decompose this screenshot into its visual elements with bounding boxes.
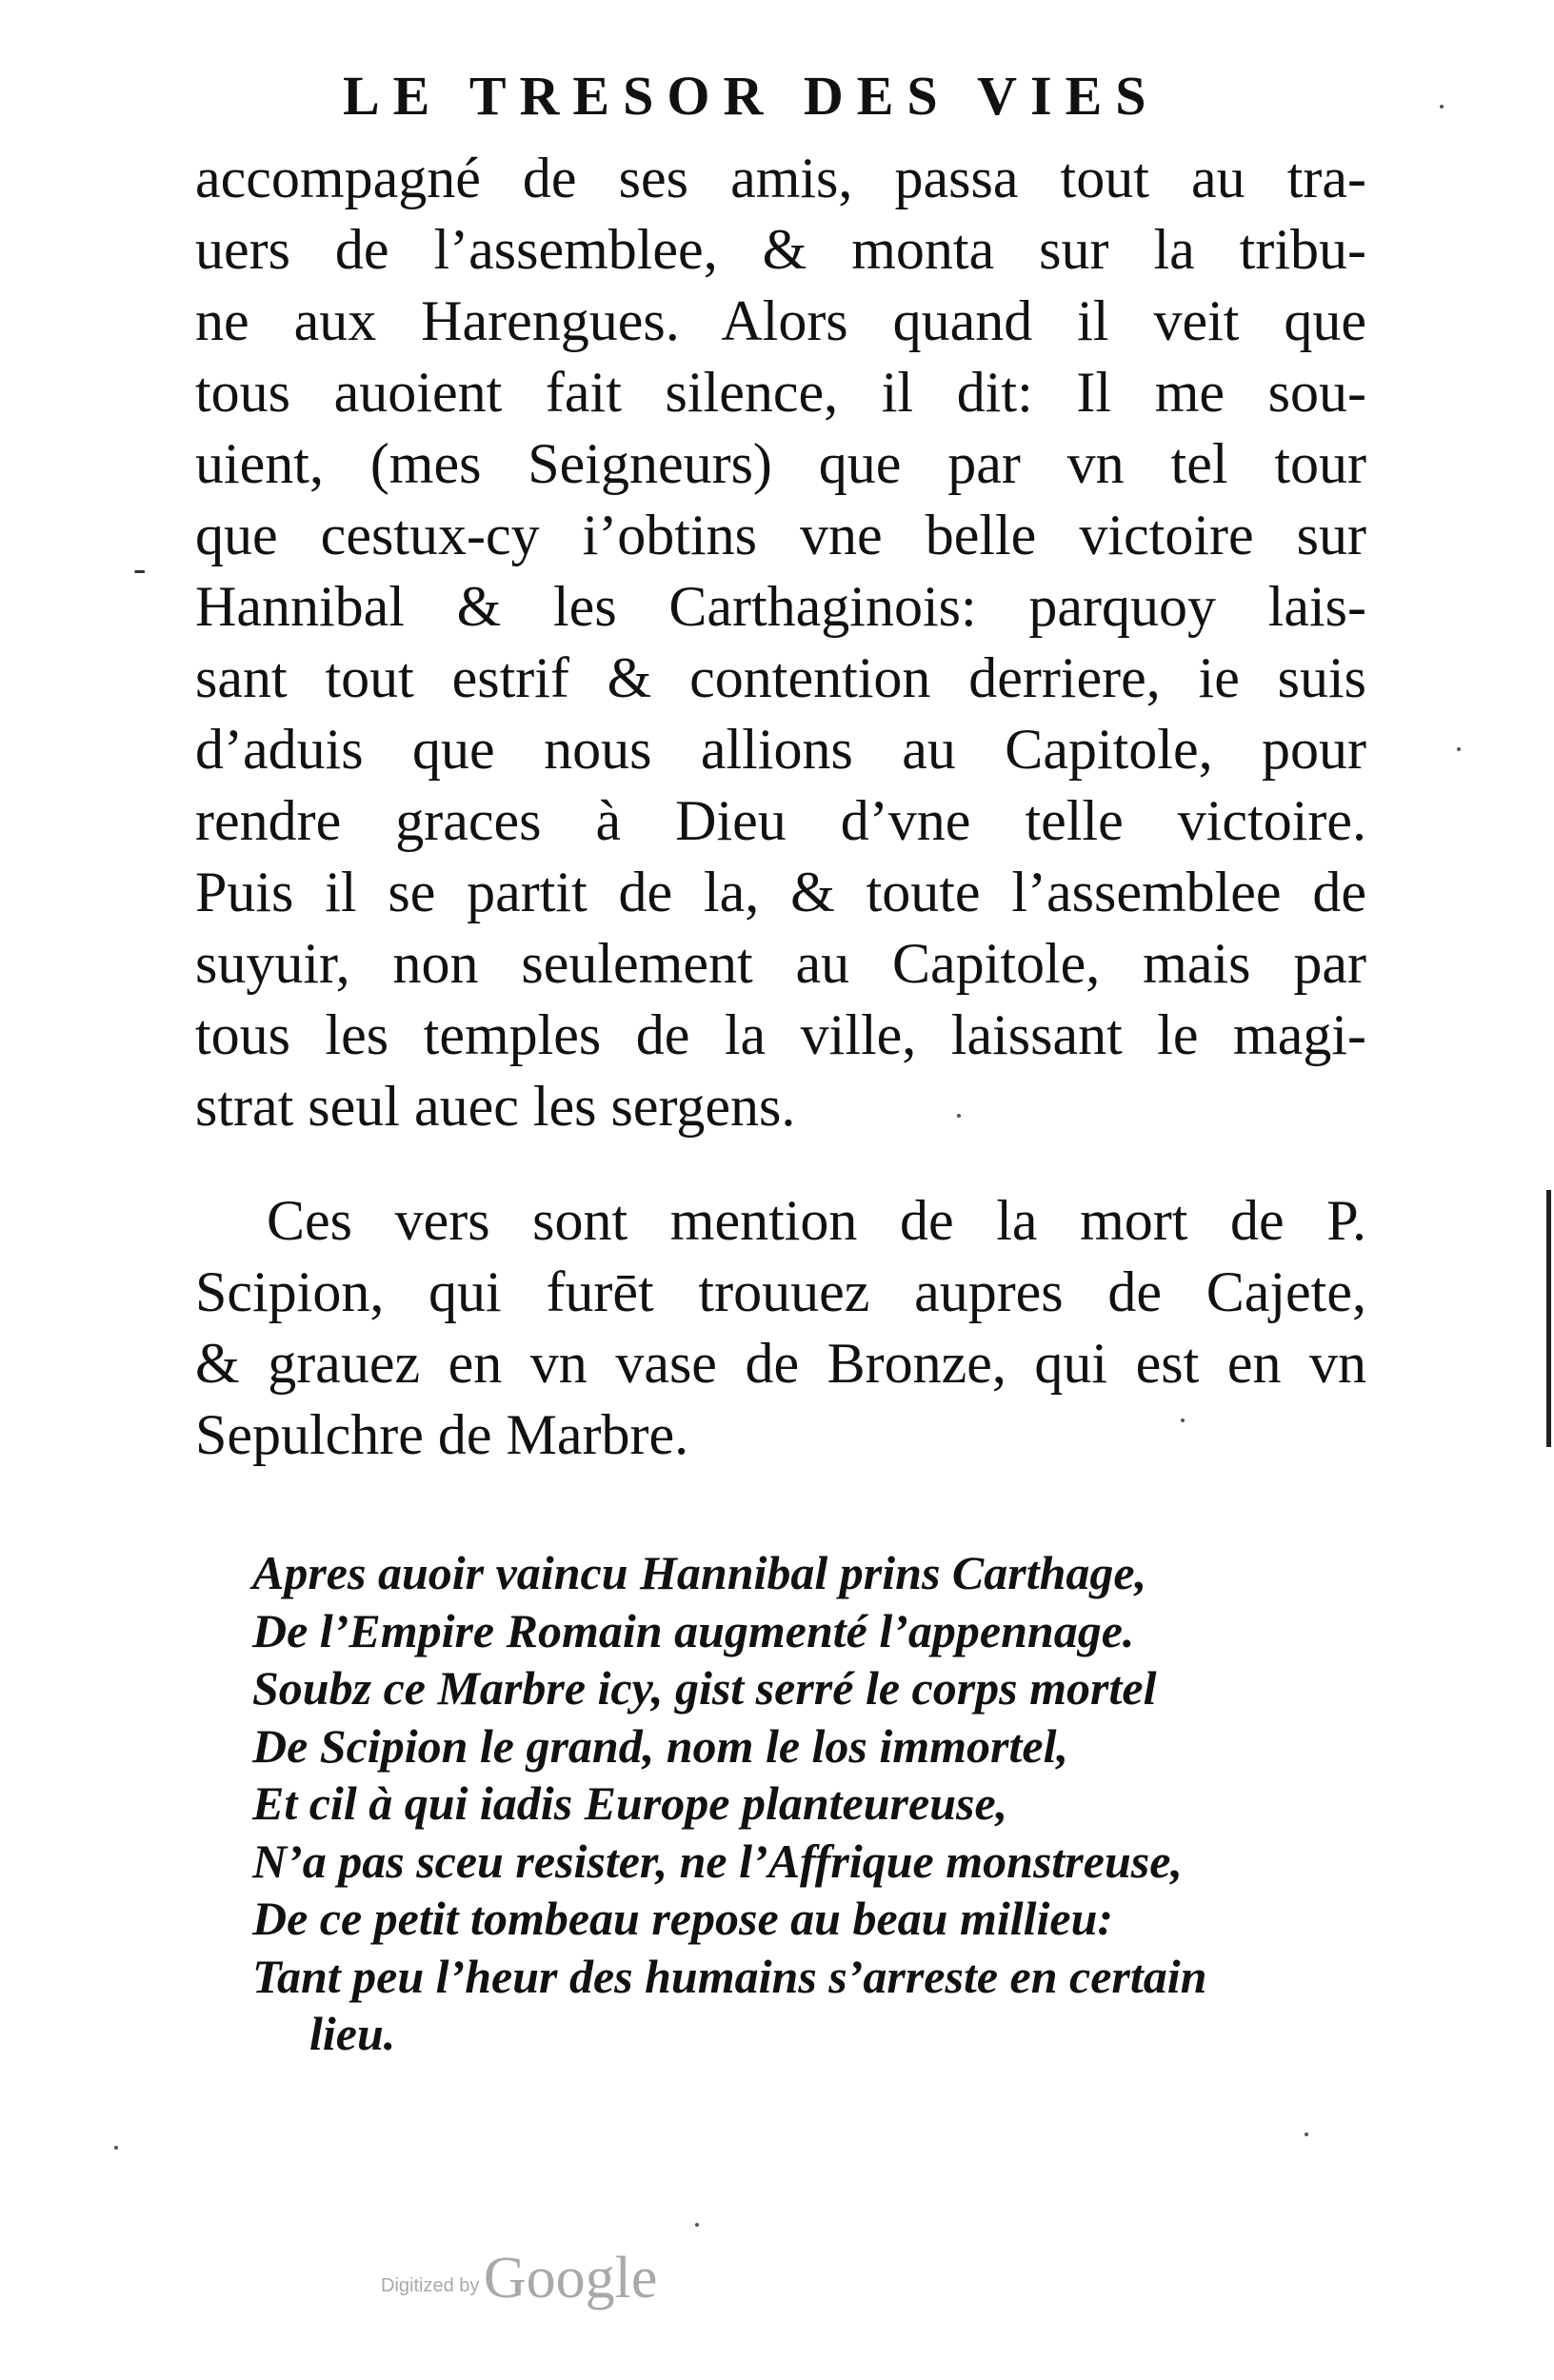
page-edge-rule [1546, 1190, 1551, 1447]
text-line: suyuir, non seulement au Capitole, mais par [195, 932, 1366, 995]
watermark-prefix: Digitized by [381, 2275, 480, 2296]
ink-speck [1440, 105, 1444, 109]
text-line: Hannibal & les Carthaginois: parquoy lais- [195, 575, 1366, 638]
text-line: uers de l’assemblee, & monta sur la tribu- [195, 218, 1366, 281]
text-line: accompagné de ses amis, passa tout au tra- [195, 147, 1366, 209]
watermark-brand: Google [483, 2246, 658, 2311]
text-line: rendre graces à Dieu d’vne telle victoire. [195, 789, 1366, 852]
text-line: Ces vers sont mention de la mort de P. [267, 1189, 1366, 1252]
ink-speck [1457, 747, 1461, 751]
epitaph-verse [252, 1544, 1376, 2063]
text-line: strat seul auec les sergens. [195, 1075, 796, 1138]
ink-speck [1181, 1418, 1185, 1422]
text-line: Scipion, qui furēt trouuez aupres de Cajete, [195, 1260, 1366, 1323]
verse-line: Tant peu l’heur des humains s’arreste en certain [252, 1949, 1207, 2003]
text-line: que cestux-cy i’obtins vne belle victoire sur [195, 504, 1366, 566]
text-line: uient, (mes Seigneurs) que par vn tel tour [195, 432, 1366, 495]
ink-speck [114, 2146, 118, 2150]
verse-line: N’a pas sceu resister, ne l’Affrique monstreuse, [252, 1834, 1183, 1888]
text-line: Puis il se partit de la, & toute l’assemblee de [195, 861, 1366, 923]
verse-line: Et cil à qui iadis Europe planteureuse, [252, 1776, 1008, 1830]
verse-line: De Scipion le grand, nom le los immortel, [252, 1718, 1068, 1773]
digitized-watermark [381, 2245, 657, 2312]
verse-line: Soubz ce Marbre icy, gist serré le corps mortel [252, 1661, 1157, 1715]
verse-line: De ce petit tombeau repose au beau millieu: [252, 1892, 1114, 1945]
text-line: tous auoient fait silence, il dit: Il me sou- [195, 361, 1366, 424]
paragraph-2 [195, 1185, 1366, 1471]
verse-line: Apres auoir vaincu Hannibal prins Carthage, [252, 1546, 1147, 1599]
ink-speck [957, 1114, 961, 1118]
running-head: LE TRESOR DES VIES [343, 65, 1160, 127]
verse-line: De l’Empire Romain augmenté l’appennage. [252, 1603, 1135, 1657]
verse-line: lieu. [309, 2007, 396, 2060]
text-line: & grauez en vn vase de Bronze, qui est en vn [195, 1332, 1366, 1395]
margin-mark: - [133, 546, 147, 589]
text-line: tous les temples de la ville, laissant le magi- [195, 1003, 1366, 1066]
text-line: d’aduis que nous allions au Capitole, pour [195, 718, 1366, 781]
text-line: ne aux Harengues. Alors quand il veit que [195, 289, 1366, 352]
ink-speck [1305, 2132, 1308, 2136]
paragraph-1 [195, 143, 1366, 1142]
ink-speck [695, 2223, 699, 2227]
text-line: Sepulchre de Marbre. [195, 1403, 689, 1466]
text-line: sant tout estrif & contention derriere, ie suis [195, 646, 1366, 709]
